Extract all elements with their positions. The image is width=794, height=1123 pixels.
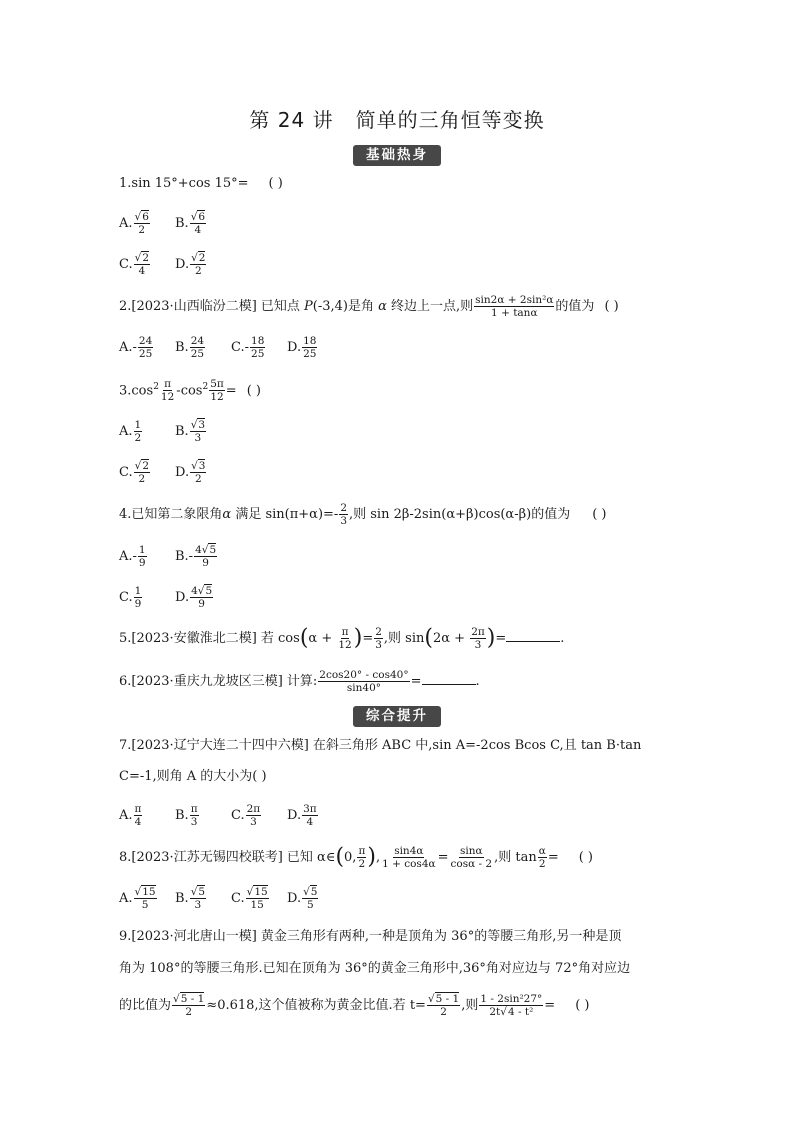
q7-option-b: B. $\frac{\pi}{3}$ xyxy=(175,803,198,828)
question-3: $3.\cos^2$ $\frac{\pi}{12}$ $-\cos^2$ $\frac{5\pi}{12}$ = ( ) xyxy=(119,378,261,404)
question-7-line-1: 7.[2023·辽宁大连二十四中六模] 在斜三角形 ABC 中,sin A=-2cos Bcos C,且 tan B·tan xyxy=(119,738,642,753)
q4-option-c: C. $\frac{1}{9}$ xyxy=(119,585,142,610)
question-1: 1.sin 15°+cos 15°= ( ) xyxy=(119,176,283,191)
q1-option-d: D. $\frac{√2}{2}$ xyxy=(175,252,206,277)
lecture-topic: 简单的三角恒等变换 xyxy=(355,108,545,132)
q2-option-d: D. $\frac{18}{25}$ xyxy=(287,335,317,360)
q3-option-c: C. $\frac{√2}{2}$ xyxy=(119,460,150,485)
question-7-line-2: C=-1,则角 A 的大小为( ) xyxy=(119,769,267,784)
q2-option-c: C.- $\frac{18}{25}$ xyxy=(231,335,265,360)
q4-option-b: B.- $\frac{4√5}{9}$ xyxy=(175,544,217,569)
section-banner-basic: 基础热身 xyxy=(353,145,441,166)
lecture-number: 第 24 讲 xyxy=(249,108,334,132)
question-6: 6.[2023·重庆九龙坡区三模] 计算: $\frac{2\cos 20^\circ - \cos 40^\circ}{\sin 40^\circ}$ = . xyxy=(119,669,480,694)
question-8: 8.[2023·江苏无锡四校联考] 已知 α∈(0, $\frac{\pi}{2}$ ), $\frac{\sin 4\alpha}{1 + \cos 4\alpha}$ = $\frac{\sin\alpha}{\cos\alpha - 2}$ ,则 tan $\frac{\alpha}{2}$ = ( ) xyxy=(119,844,593,870)
q4-option-d: D. $\frac{4√5}{9}$ xyxy=(175,585,213,610)
question-2: 2.[2023·山西临汾二模] 已知点 P(-3,4)是角 α 终边上一点,则 $\frac{\text{sin2α + 2sin²α}}{1 + \tan\alpha}$ 的值为 ( ) xyxy=(119,294,619,319)
q3-option-b: B. $\frac{√3}{3}$ xyxy=(175,419,206,444)
q2-option-b: B. $\frac{24}{25}$ xyxy=(175,335,205,360)
page-title xyxy=(0,104,794,133)
q1-option-a: A. $\frac{√6}{2}$ xyxy=(119,211,149,236)
q2-option-a: A.- $\frac{24}{25}$ xyxy=(119,335,153,360)
q1-option-b: B. $\frac{√6}{4}$ xyxy=(175,211,206,236)
q8-option-d: D. $\frac{√5}{5}$ xyxy=(287,886,318,911)
question-9-line-1: 9.[2023·河北唐山一模] 黄金三角形有两种,一种是顶角为 36°的等腰三角形,另一种是顶 xyxy=(119,929,622,944)
section-banner-advanced: 综合提升 xyxy=(353,706,441,727)
answer-blank[interactable] xyxy=(422,670,476,685)
q4-option-a: A.- $\frac{1}{9}$ xyxy=(119,544,146,569)
question-9-line-2: 角为 108°的等腰三角形.已知在顶角为 36°的黄金三角形中,36°角对应边与 72°角对应边 xyxy=(119,961,631,976)
answer-paren: ( ) xyxy=(268,176,283,191)
q8-option-a: A. $\frac{√15}{5}$ xyxy=(119,886,156,911)
q7-option-a: A. $\frac{\pi}{4}$ xyxy=(119,803,142,828)
question-9-line-3: 的比值为 $\frac{√5 - 1}{2}$ ≈0.618,这个值被称为黄金比值.若 t= $\frac{√5 - 1}{2}$ ,则 $\frac{\text{1 - 2sin²27°}}{\text{2t√4 - t²}}$ = ( ) xyxy=(119,993,590,1018)
question-5: 5.[2023·安徽淮北二模] 若 cos(α + $\frac{\pi}{12}$ )= $\frac{2}{3}$ ,则 sin(2α + $\frac{2\pi}{3}$ )= . xyxy=(119,625,565,651)
q3-option-a: A. $\frac{1}{2}$ xyxy=(119,419,142,444)
answer-blank[interactable] xyxy=(506,627,560,642)
q7-option-d: D. $\frac{3\pi}{4}$ xyxy=(287,803,317,828)
q8-option-c: C. $\frac{√15}{15}$ xyxy=(231,886,268,911)
q7-option-c: C. $\frac{2\pi}{3}$ xyxy=(231,803,261,828)
q3-option-d: D. $\frac{√3}{2}$ xyxy=(175,460,206,485)
q8-option-b: B. $\frac{√5}{3}$ xyxy=(175,886,206,911)
question-4: 4.已知第二象限角α 满足 sin(π+α)=- $\frac{2}{3}$ ,则 sin 2β-2sin(α+β)cos(α-β)的值为 ( ) xyxy=(119,502,607,527)
q1-option-c: C. $\frac{√2}{4}$ xyxy=(119,252,150,277)
